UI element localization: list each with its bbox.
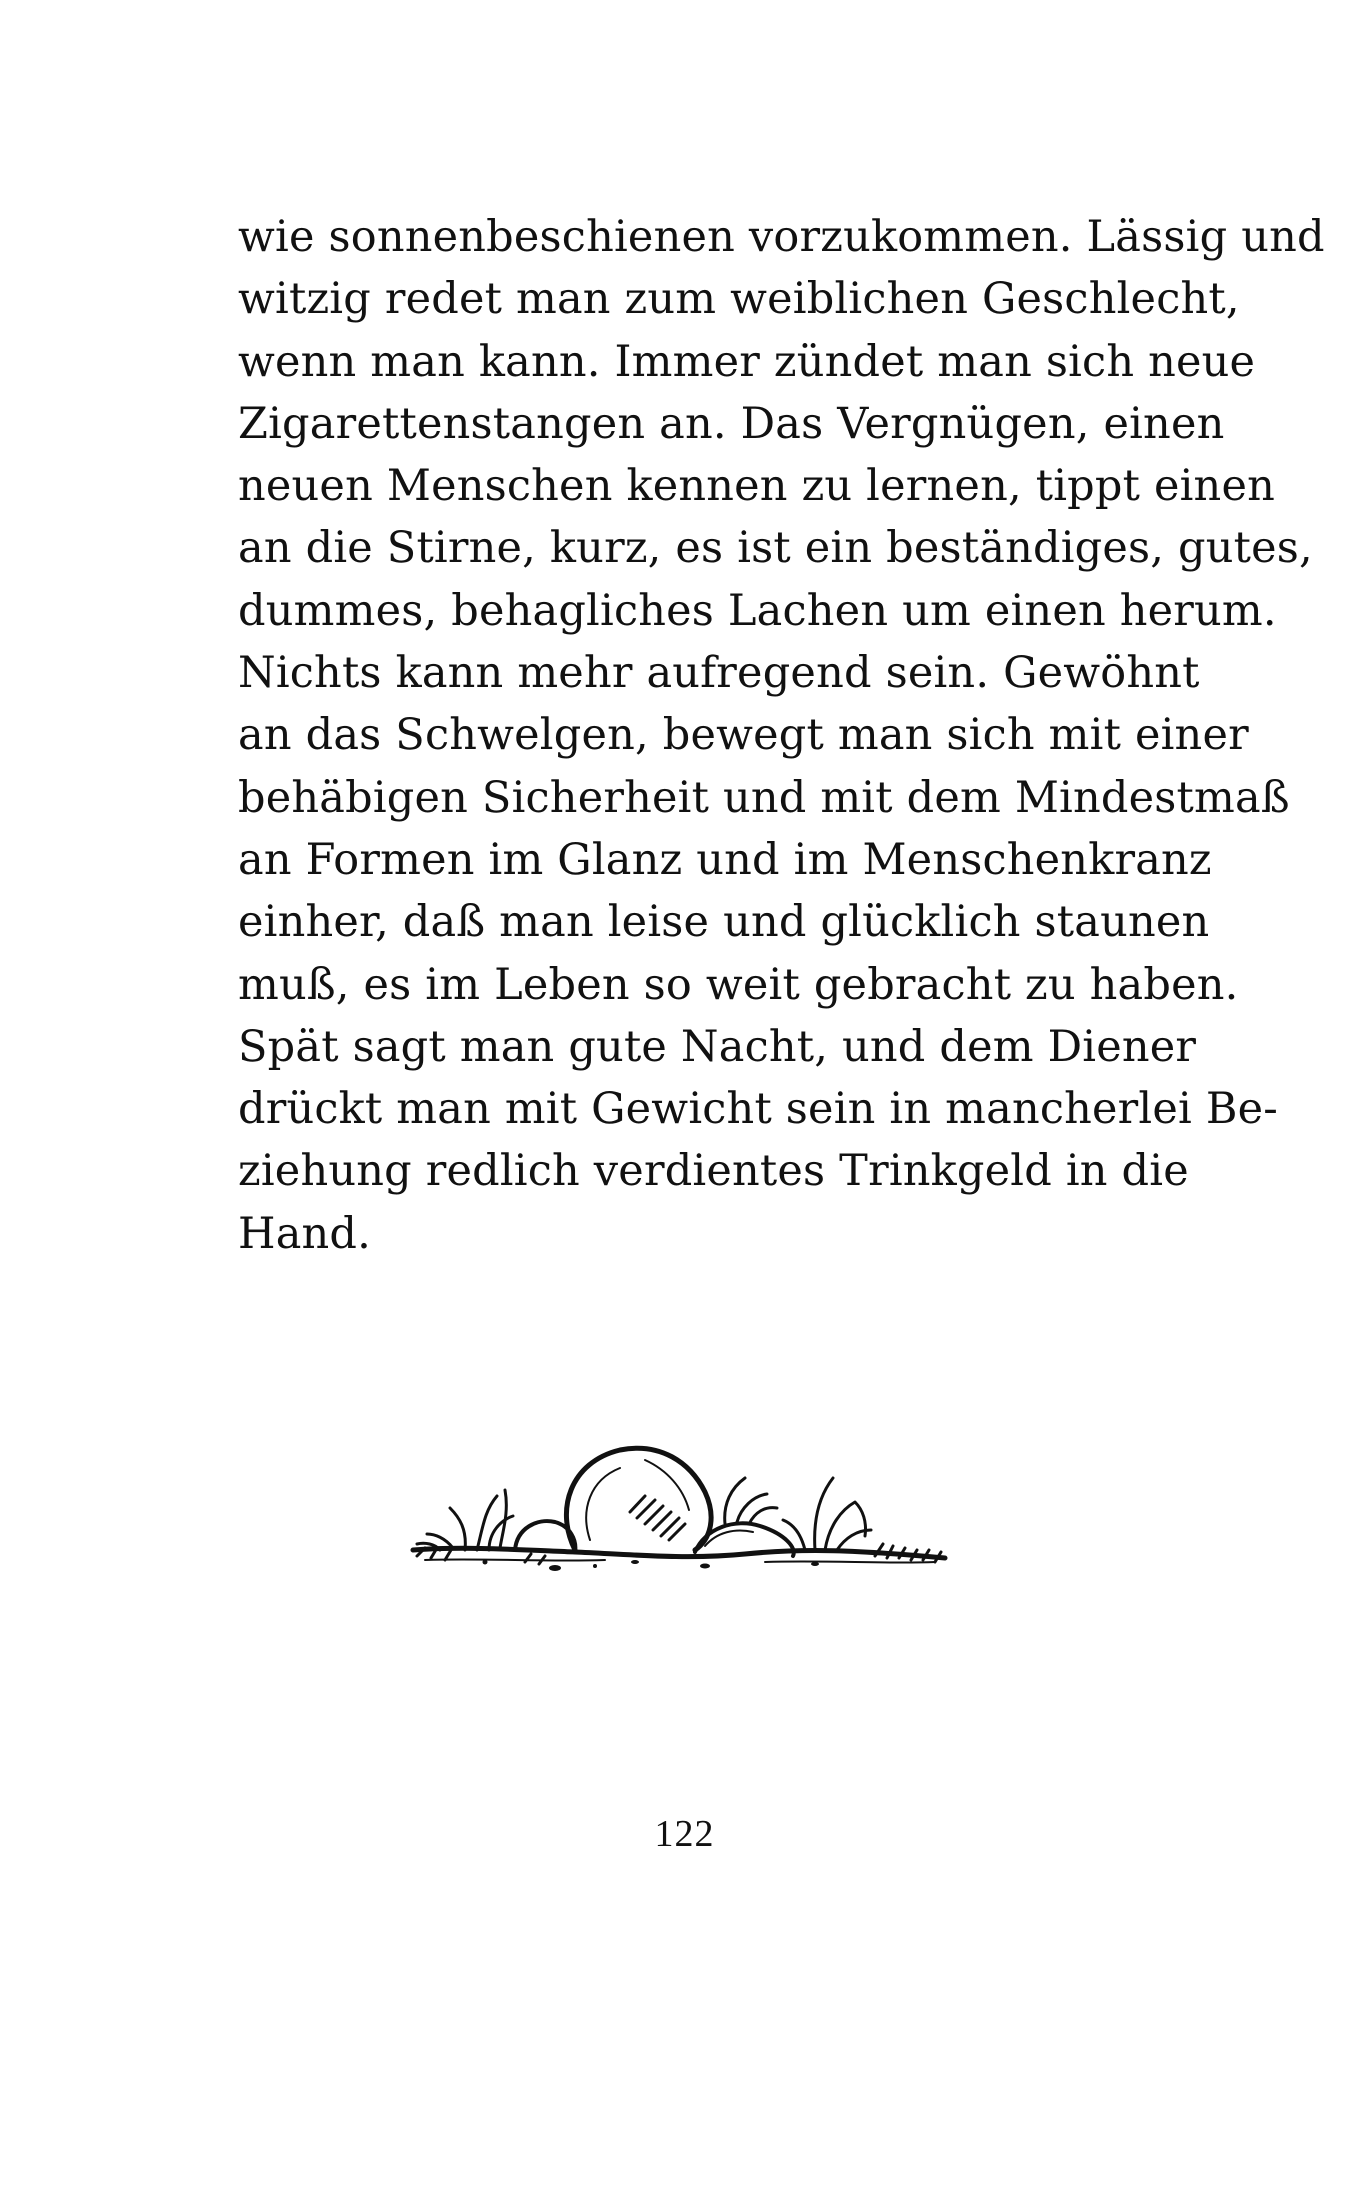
- text-line-8: Nichts kann mehr aufregend sein. Gewöhnt: [238, 648, 1200, 699]
- body-text: [238, 206, 1325, 1265]
- text-line-15: drückt man mit Gewicht sein in mancherlei Be-: [238, 1084, 1279, 1135]
- text-line-14: Spät sagt man gute Nacht, und dem Diener: [238, 1021, 1197, 1072]
- text-line-9: an das Schwelgen, bewegt man sich mit einer: [238, 710, 1249, 761]
- text-line-3: wenn man kann. Immer zündet man sich neue: [238, 336, 1256, 387]
- rocks-and-grass-vignette-icon: [405, 1400, 965, 1610]
- text-line-17: Hand.: [238, 1208, 372, 1259]
- text-line-13: muß, es im Leben so weit gebracht zu haben.: [238, 959, 1239, 1010]
- page-number: 122: [654, 1813, 715, 1855]
- text-line-11: an Formen im Glanz und im Menschenkranz: [238, 834, 1212, 885]
- text-line-4: Zigarettenstangen an. Das Vergnügen, einen: [238, 398, 1225, 449]
- text-line-1: wie sonnenbeschienen vorzukommen. Lässig und: [238, 212, 1325, 262]
- text-line-5: neuen Menschen kennen zu lernen, tippt einen: [238, 461, 1275, 512]
- text-line-12: einher, daß man leise und glücklich staunen: [238, 897, 1210, 948]
- text-line-16: ziehung redlich verdientes Trinkgeld in die: [238, 1146, 1189, 1197]
- text-line-2: witzig redet man zum weiblichen Geschlecht,: [238, 274, 1240, 325]
- text-line-6: an die Stirne, kurz, es ist ein beständiges, gutes,: [238, 523, 1313, 574]
- text-line-7: dummes, behagliches Lachen um einen herum.: [238, 585, 1277, 636]
- text-line-10: behäbigen Sicherheit und mit dem Mindestmaß: [238, 772, 1290, 823]
